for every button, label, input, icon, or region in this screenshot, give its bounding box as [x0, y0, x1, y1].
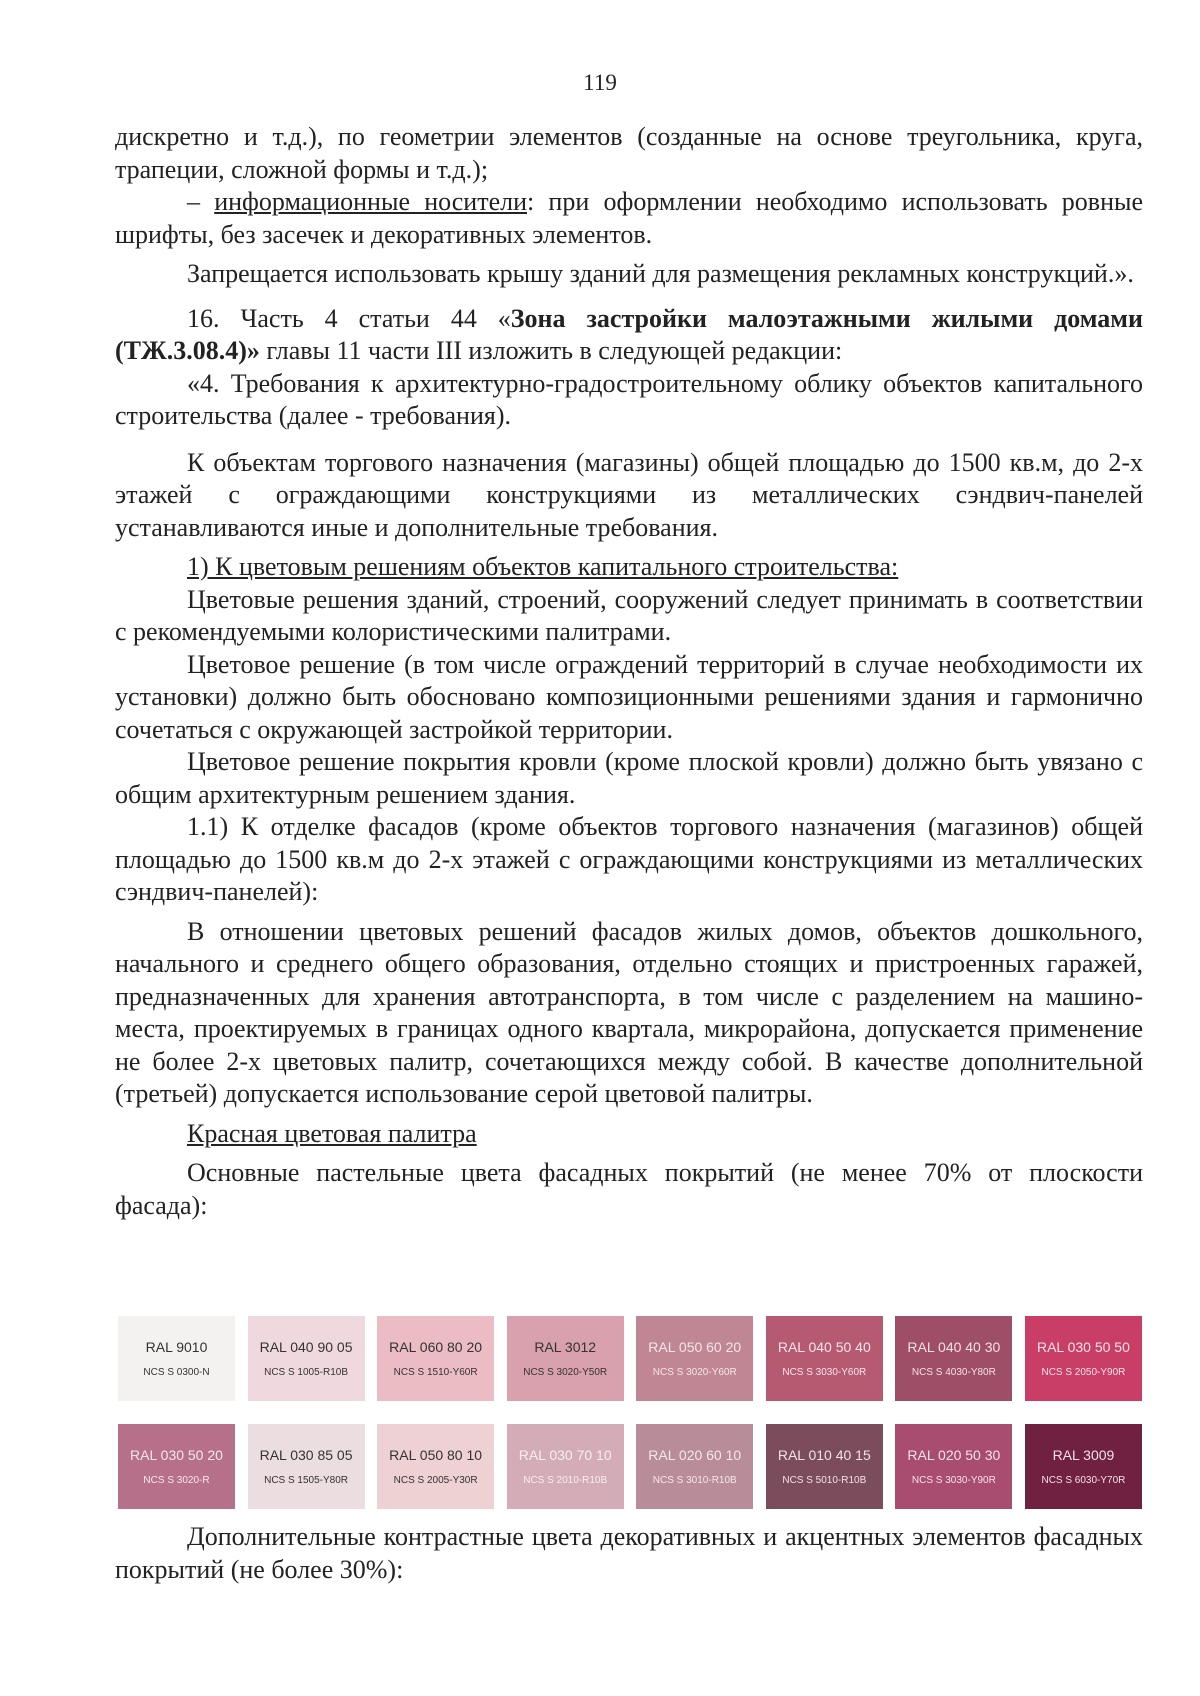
paragraph-8: Цветовое решение (в том числе ограждений территорий в случае необходимости их установки) должно быть обосновано композиционными решениями здания и гармонично сочетаться с окружающей застройкой территории.	[115, 649, 1143, 744]
page-body	[115, 121, 1143, 1222]
ral-code: RAL 040 50 40	[777, 1338, 871, 1355]
ral-code: RAL 3012	[534, 1338, 597, 1355]
ral-code: RAL 020 50 30	[907, 1446, 1001, 1463]
ral-code: RAL 030 70 10	[518, 1446, 612, 1463]
ncs-code: NCS S 0300-N	[143, 1366, 210, 1378]
ncs-code: NCS S 3020-R	[143, 1474, 210, 1486]
page-body-end	[115, 1521, 1143, 1586]
ral-code: RAL 050 60 20	[648, 1338, 742, 1355]
ncs-code: NCS S 2050-Y90R	[1041, 1366, 1126, 1378]
paragraph-2	[115, 186, 1143, 251]
ncs-code: NCS S 4030-Y80R	[911, 1366, 996, 1378]
ncs-code: NCS S 3030-Y90R	[911, 1474, 996, 1486]
ral-code: RAL 010 40 15	[777, 1446, 871, 1463]
color-swatch	[118, 1424, 235, 1509]
ral-code: RAL 030 50 50	[1036, 1338, 1130, 1355]
ral-code: RAL 9010	[145, 1338, 208, 1355]
color-swatch	[377, 1424, 494, 1509]
ral-code: RAL 060 80 20	[389, 1338, 483, 1355]
ral-code: RAL 3009	[1052, 1446, 1115, 1463]
ncs-code: NCS S 1510-Y60R	[393, 1366, 478, 1378]
paragraph-4-lead: 16. Часть 4 статьи 44 «	[187, 303, 511, 333]
color-swatch	[507, 1424, 624, 1509]
color-swatch	[507, 1316, 624, 1401]
dash-marker: –	[187, 187, 215, 216]
paragraph-5: «4. Требования к архитектурно-градостроительному облику объектов капитального строительства (далее - требования).	[115, 368, 1143, 430]
paragraph-9: Цветовое решение покрытия кровли (кроме плоской кровли) должно быть увязано с общим архитектурным решением здания.	[115, 747, 1143, 809]
color-swatch	[1025, 1424, 1142, 1509]
ncs-code: NCS S 2005-Y30R	[393, 1474, 478, 1486]
color-swatch	[895, 1316, 1012, 1401]
paragraph-1: дискретно и т.д.), по геометрии элементов (созданные на основе треугольника, круга, трапеции, сложной формы и т.д.);	[115, 122, 1143, 184]
color-swatch	[895, 1424, 1012, 1509]
paragraph-10: 1.1) К отделке фасадов (кроме объектов торгового назначения (магазинов) общей площадью до 1500 кв.м до 2-х этажей с ограждающими конструкциями из металлических сэндвич-панелей):	[115, 812, 1143, 906]
ncs-code: NCS S 3010-R10B	[652, 1474, 737, 1486]
ncs-code: NCS S 1005-R10B	[264, 1366, 349, 1378]
zone-title: Зона застройки малоэтажными жилыми домами (ТЖ.3.08.4)»	[115, 303, 1143, 365]
ral-code: RAL 020 60 10	[648, 1446, 742, 1463]
paragraph-4-tail: главы 11 части III изложить в следующей редакции:	[259, 336, 843, 365]
ral-code: RAL 030 85 05	[259, 1446, 353, 1463]
red-color-palette	[118, 1316, 1142, 1509]
paragraph-6: К объектам торгового назначения (магазины) общей площадью до 1500 кв.м, до 2-х этажей с ограждающими конструкциями из металлических сэндвич-панелей устанавливаются иные и дополнительные требования.	[115, 447, 1143, 542]
section-heading-color	[115, 551, 1143, 584]
ral-code: RAL 040 40 30	[907, 1338, 1001, 1355]
ral-code: RAL 030 50 20	[130, 1446, 223, 1463]
ncs-code: NCS S 3030-Y60R	[782, 1366, 867, 1378]
color-swatch	[248, 1424, 365, 1509]
palette-row-2	[118, 1424, 1142, 1509]
palette-heading	[115, 1118, 1143, 1151]
color-swatch	[377, 1316, 494, 1401]
color-swatch	[1025, 1316, 1142, 1401]
paragraph-4	[115, 303, 1143, 368]
paragraph-7: Цветовые решения зданий, строений, сооружений следует принимать в соответствии с рекомендуемыми колористическими палитрами.	[115, 584, 1143, 646]
ncs-code: NCS S 6030-Y70R	[1041, 1474, 1126, 1486]
ncs-code: NCS S 3020-Y50R	[523, 1366, 608, 1378]
color-swatch	[636, 1424, 753, 1509]
paragraph-11: В отношении цветовых решений фасадов жилых домов, объектов дошкольного, начального и среднего общего образования, отдельно стоящих и пристроенных гаражей, предназначенных для хранения автотранспорта, в том числе с разделением на машино-места, проектируемых в границах одного квартала, микрорайона, допускается применение не более 2-х цветовых палитр, сочетающихся между собой. В качестве дополнительной (третьей) допускается использование серой цветовой палитры.	[115, 916, 1143, 1108]
color-swatch	[636, 1316, 753, 1401]
color-swatch	[766, 1316, 883, 1401]
ncs-code: NCS S 5010-R10B	[782, 1474, 867, 1486]
color-swatch	[118, 1316, 235, 1401]
ncs-code: NCS S 1505-Y80R	[264, 1474, 349, 1486]
ncs-code: NCS S 2010-R10B	[523, 1474, 608, 1486]
ral-code: RAL 050 80 10	[389, 1446, 483, 1463]
palette-row-1	[118, 1316, 1142, 1401]
ncs-code: NCS S 3020-Y60R	[652, 1366, 737, 1378]
section-heading-text: 1) К цветовым решениям объектов капитального строительства:	[187, 552, 899, 581]
paragraph-12: Основные пастельные цвета фасадных покрытий (не менее 70% от плоскости фасада):	[115, 1158, 1143, 1220]
palette-heading-text: Красная цветовая палитра	[187, 1118, 477, 1148]
paragraph-13: Дополнительные контрастные цвета декоративных и акцентных элементов фасадных покрытий (не более 30%):	[115, 1522, 1143, 1584]
ral-code: RAL 040 90 05	[259, 1338, 353, 1355]
paragraph-3: Запрещается использовать крышу зданий для размещения рекламных конструкций.».	[187, 259, 1134, 288]
color-swatch	[766, 1424, 883, 1509]
underlined-term: информационные носители	[214, 187, 527, 216]
paragraph-2-text: : при оформлении необходимо использовать ровные шрифты, без засечек и декоративных элементов.	[115, 187, 1143, 249]
page-number: 119	[583, 70, 617, 95]
color-swatch	[248, 1316, 365, 1401]
